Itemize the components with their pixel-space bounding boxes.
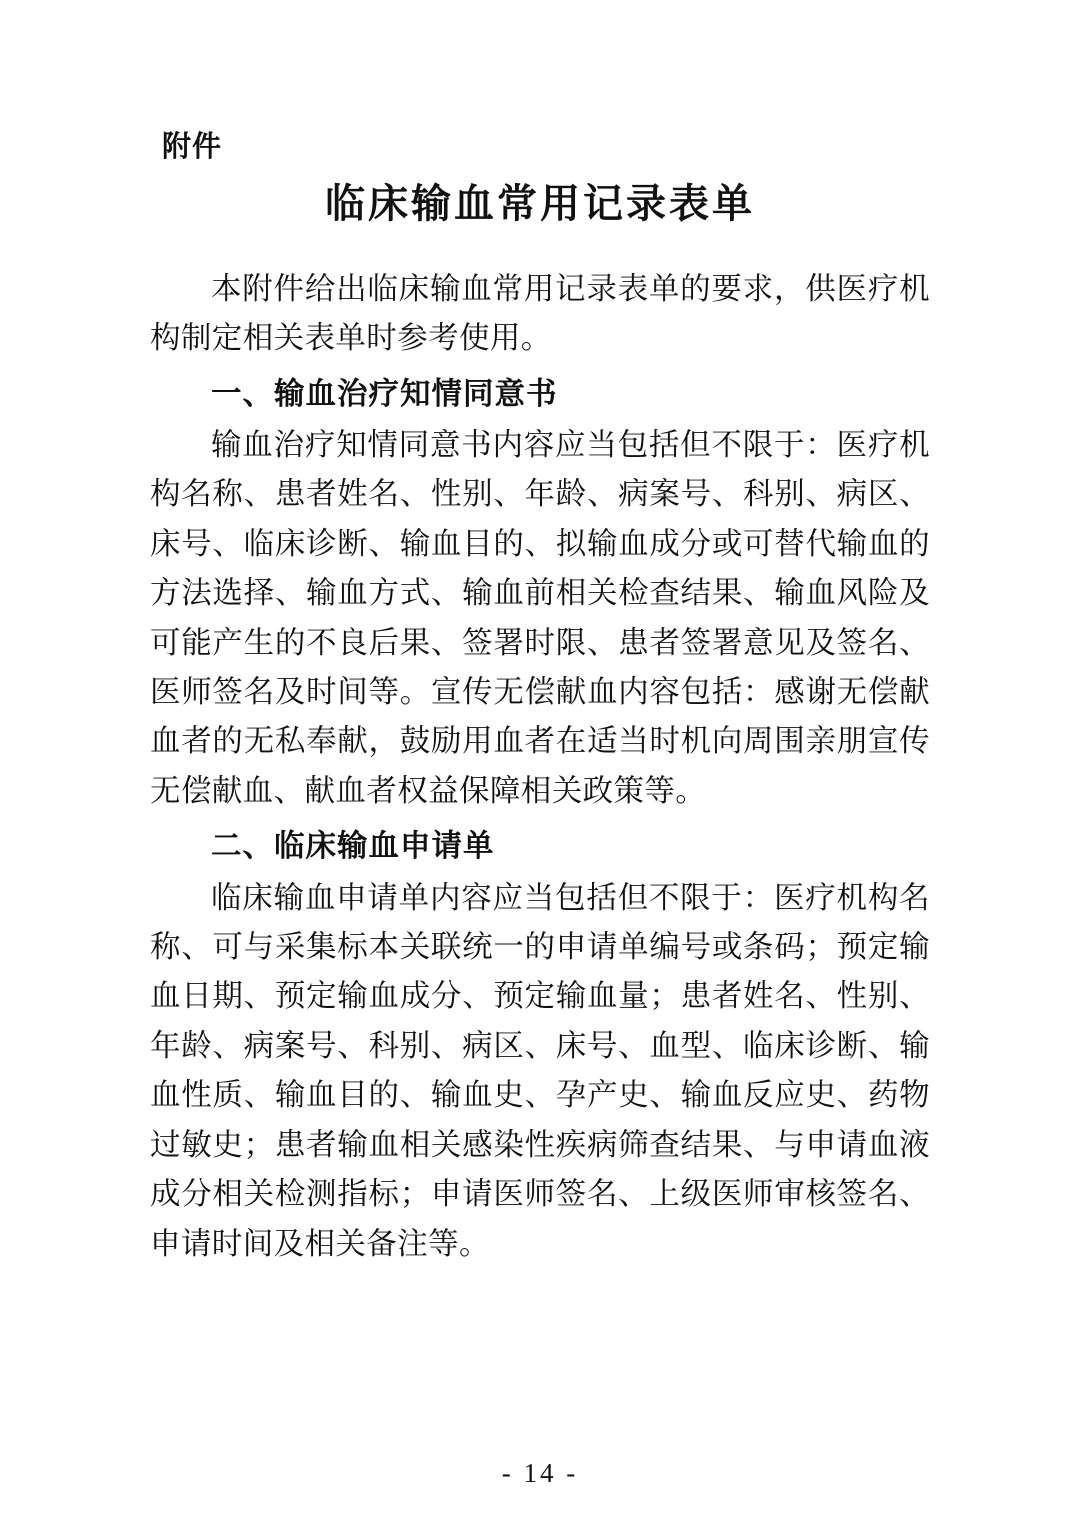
intro-paragraph: 本附件给出临床输血常用记录表单的要求，供医疗机构制定相关表单时参考使用。 [150,271,930,356]
section-body-1: 输血治疗知情同意书内容应当包括但不限于：医疗机构名称、患者姓名、性别、年龄、病案号、科别、病区、床号、临床诊断、输血目的、拟输血成分或可替代输血的方法选择、输血方式、输血前相关检查结果、输血风险及可能产生的不良后果、签署时限、患者签署意见及签名、医师签名及时间等。宣传无偿献血内容包括：感谢无偿献血者的无私奉献，鼓励用血者在适当时机向周围亲朋宣传无偿献血、献血者权益保障相关政策等。 [150,428,930,808]
attachment-label: 附件 [162,131,223,163]
section-heading-1: 一、输血治疗知情同意书 [211,376,558,411]
page-title: 临床输血常用记录表单 [325,180,755,226]
page-number: - 14 - [501,1458,579,1488]
section-body-2: 临床输血申请单内容应当包括但不限于：医疗机构名称、可与采集标本关联统一的申请单编号或条码；预定输血日期、预定输血成分、预定输血量；患者姓名、性别、年龄、病案号、科别、病区、床号、血型、临床诊断、输血性质、输血目的、输血史、孕产史、输血反应史、药物过敏史；患者输血相关感染性疾病筛查结果、与申请血液成分相关检测指标；申请医师签名、上级医师审核签名、申请时间及相关备注等。 [150,880,930,1261]
section-heading-2: 二、临床输血申请单 [211,829,495,864]
